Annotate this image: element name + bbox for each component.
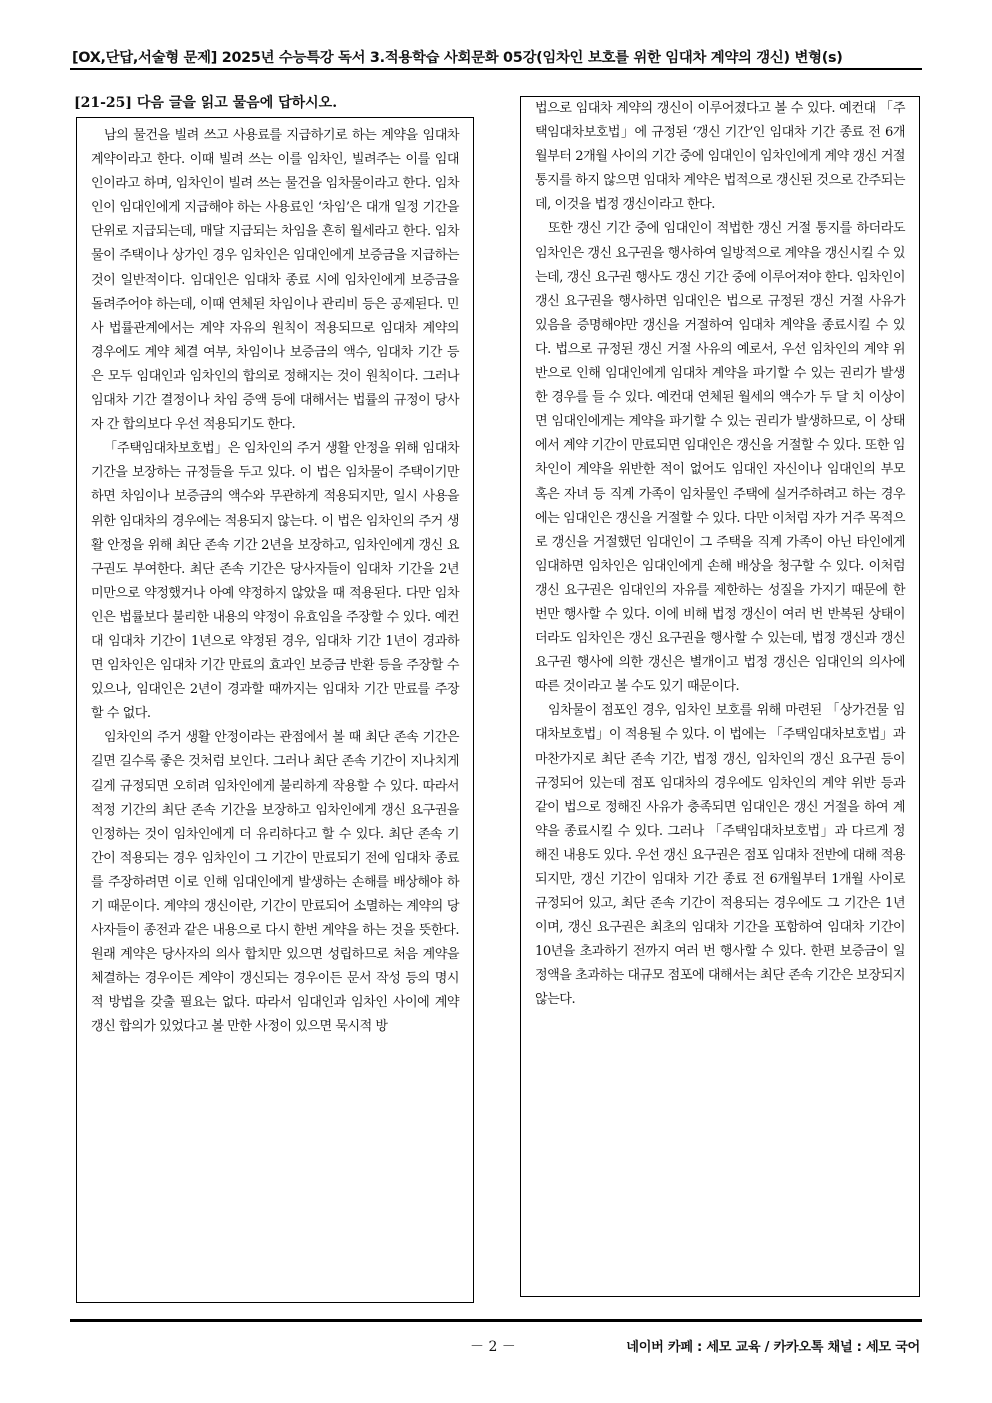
footer-divider [70,1319,922,1322]
passage-paragraph: 임차인의 주거 생활 안정이라는 관점에서 볼 때 최단 존속 기간은 길면 길수록 좋은 것처럼 보인다. 그러나 최단 존속 기간이 지나치게 길게 규정되면 오히려 임차인에게 불리하게 작용할 수 있다. 따라서 적정 기간의 최단 존속 기간을 보장하고 임차인에게 갱신 요구권을 인정하는 것이 임차인에게 더 유리하다고 할 수 있다. 최단 존속 기간이 적용되는 경우 임차인이 그 기간이 만료되기 전에 임대차 종료를 주장하려면 이로 인해 임대인에게 발생하는 손해를 배상해야 하기 때문이다. 계약의 갱신이란, 기간이 만료되어 소멸하는 계약의 당사자들이 종전과 같은 내용으로 다시 한번 계약을 하는 것을 뜻한다. 원래 계약은 당사자의 의사 합치만 있으면 성립하므로 처음 계약을 체결하는 경우이든 계약이 갱신되는 경우이든 문서 작성 등의 명시적 방법을 갖출 필요는 없다. 따라서 임대인과 임차인 사이에 계약 갱신 합의가 있었다고 볼 만한 사정이 있으면 묵시적 방 [91,730,459,1035]
page-number: － 2 － [470,1339,516,1355]
passage-paragraph: 남의 물건을 빌려 쓰고 사용료를 지급하기로 하는 계약을 임대차 계약이라고 한다. 이때 빌려 쓰는 이를 임차인, 빌려주는 이를 임대인이라고 하며, 임차인이 빌려 쓰는 물건을 임차물이라고 한다. 임차인이 임대인에게 지급해야 하는 사용료인 ‘차임’은 대개 일정 기간을 단위로 지급되는데, 매달 지급되는 차임을 흔히 월세라고 한다. 임차물이 주택이나 상가인 경우 임차인은 임대인에게 보증금을 지급하는 것이 일반적이다. 임대인은 임대차 종료 시에 임차인에게 보증금을 돌려주어야 하는데, 이때 연체된 차임이나 관리비 등은 공제된다. 민사 법률관계에서는 계약 자유의 원칙이 적용되므로 임대차 계약의 경우에도 계약 체결 여부, 차임이나 보증금의 액수, 임대차 기간 등은 모두 임대인과 임차인의 합의로 정해지는 것이 원칙이다. 그러나 임대차 기간 결정이나 차임 증액 등에 대해서는 법률의 규정이 당사자 간 합의보다 우선 적용되기도 한다. [91,128,459,433]
passage-left-column [76,117,474,1303]
footer-credit: 네이버 카페 : 세모 교육 / 카카오톡 채널 : 세모 국어 [626,1340,920,1355]
passage-paragraph: 「주택임대차보호법」은 임차인의 주거 생활 안정을 위해 임대차 기간을 보장하는 규정들을 두고 있다. 이 법은 임차물이 주택이기만 하면 차임이나 보증금의 액수와 무관하게 적용되지만, 일시 사용을 위한 임대차의 경우에는 적용되지 않는다. 이 법은 임차인의 주거 생활 안정을 위해 최단 존속 기간 2년을 보장하고, 임차인에게 갱신 요구권도 부여한다. 최단 존속 기간은 당사자들이 임대차 기간을 2년 미만으로 약정했거나 아예 약정하지 않았을 때 적용된다. 다만 임차인은 법률보다 불리한 내용의 약정이 유효임을 주장할 수 있다. 예컨대 임대차 기간이 1년으로 약정된 경우, 임대차 기간 1년이 경과하면 임차인은 임대차 기간 만료의 효과인 보증금 반환 등을 주장할 수 있으나, 임대인은 2년이 경과할 때까지는 임대차 기간 만료를 주장할 수 없다. [91,441,459,722]
header-divider [70,68,922,70]
page-header-title: [OX,단답,서술형 문제] 2025년 수능특강 독서 3.적용학습 사회문화 05강(임차인 보호를 위한 임대차 계약의 갱신) 변형(s) [72,50,843,66]
passage-paragraph: 또한 갱신 기간 중에 임대인이 적법한 갱신 거절 통지를 하더라도 임차인은 갱신 요구권을 행사하여 일방적으로 계약을 갱신시킬 수 있는데, 갱신 요구권 행사도 갱신 기간 중에 이루어져야 한다. 임차인이 갱신 요구권을 행사하면 임대인은 법으로 규정된 갱신 거절 사유가 있음을 증명해야만 갱신을 거절하여 임대차 계약을 종료시킬 수 있다. 법으로 규정된 갱신 거절 사유의 예로서, 우선 임차인의 계약 위반으로 인해 임대인에게 임대차 계약을 파기할 수 있는 권리가 발생한 경우를 들 수 있다. 예컨대 연체된 월세의 액수가 두 달 치 이상이면 임대인에게는 계약을 파기할 수 있는 권리가 발생하므로, 이 상태에서 계약 기간이 만료되면 임대인은 갱신을 거절할 수 있다. 또한 임차인이 계약을 위반한 적이 없어도 임대인 자신이나 임대인의 부모 혹은 자녀 등 직계 가족이 임차물인 주택에 실거주하려고 하는 경우에는 임대인은 갱신을 거절할 수 있다. 다만 이처럼 자가 거주 목적으로 갱신을 거절했던 임대인이 그 주택을 직계 가족이 아닌 타인에게 임대하면 임차인은 임대인에게 손해 배상을 청구할 수 있다. 이처럼 갱신 요구권은 임대인의 자유를 제한하는 성질을 가지기 때문에 한 번만 행사할 수 있다. 이에 비해 법정 갱신이 여러 번 반복된 상태이더라도 임차인은 갱신 요구권을 행사할 수 있는데, 법정 갱신과 갱신 요구권 행사에 의한 갱신은 별개이고 법정 갱신은 임대인의 의사에 따른 것이라고 볼 수도 있기 때문이다. [535,221,905,695]
question-instruction: [21-25] 다음 글을 읽고 물음에 답하시오. [74,95,338,111]
passage-paragraph: 임차물이 점포인 경우, 임차인 보호를 위해 마련된 「상가건물 임대차보호법」이 적용될 수 있다. 이 법에는 「주택임대차보호법」과 마찬가지로 최단 존속 기간, 법정 갱신, 임차인의 갱신 요구권 등이 규정되어 있는데 점포 임대차의 경우에도 임차인의 계약 위반 등과 같이 법으로 정해진 사유가 충족되면 임대인은 갱신 거절을 하여 계약을 종료시킬 수 있다. 그러나 「주택임대차보호법」과 다르게 정해진 내용도 있다. 우선 갱신 요구권은 점포 임대차 전반에 대해 적용되지만, 갱신 기간이 임대차 기간 종료 전 6개월부터 1개월 사이로 규정되어 있고, 최단 존속 기간이 적용되는 경우에도 그 기간은 1년이며, 갱신 요구권은 최초의 임대차 기간을 포함하여 임대차 기간이 10년을 초과하기 전까지 여러 번 행사할 수 있다. 한편 보증금이 일정액을 초과하는 대규모 점포에 대해서는 최단 존속 기간은 보장되지 않는다. [535,703,905,1008]
passage-right-column [520,96,920,1297]
passage-paragraph: 법으로 임대차 계약의 갱신이 이루어졌다고 볼 수 있다. 예컨대 「주택임대차보호법」에 규정된 ‘갱신 기간’인 임대차 기간 종료 전 6개월부터 2개월 사이의 기간 중에 임대인이 임차인에게 계약 갱신 거절 통지를 하지 않으면 임대차 계약은 법적으로 갱신된 것으로 간주되는데, 이것을 법정 갱신이라고 한다. [535,101,905,213]
